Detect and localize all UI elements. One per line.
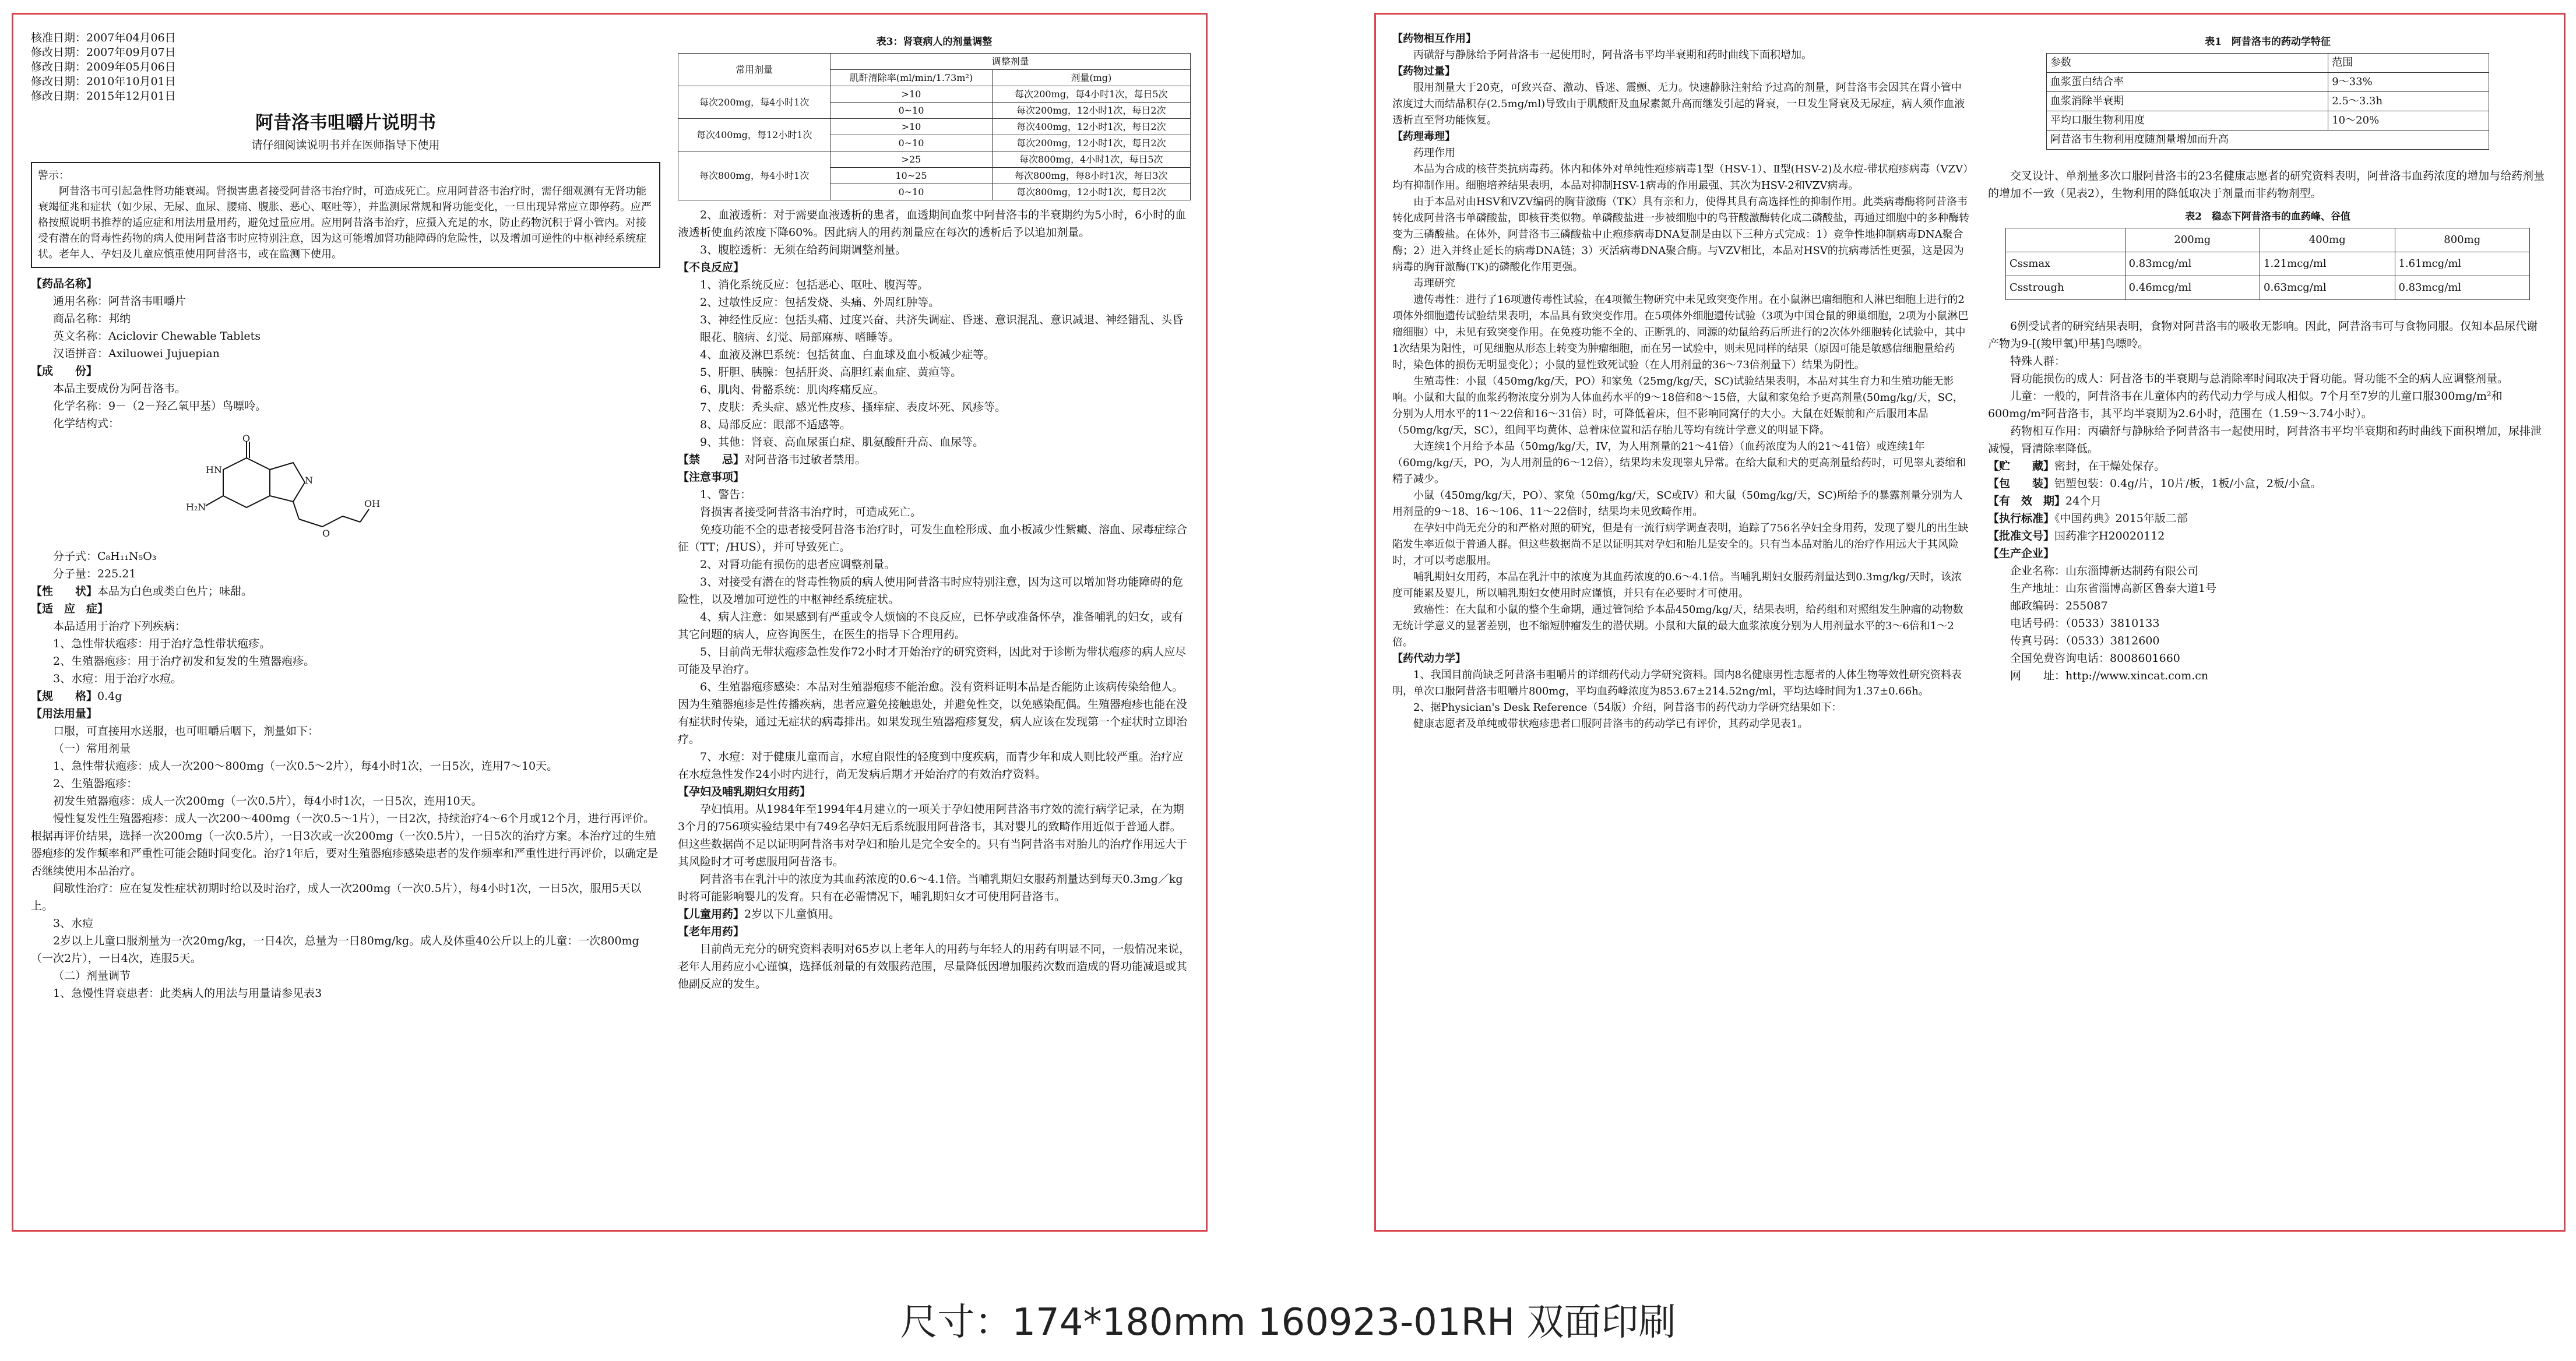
dialysis-para: 3、腹腔透析：无须在给药间期调整剂量。: [700, 244, 907, 256]
front-column-right: [678, 31, 1191, 1221]
table-header: [2006, 228, 2125, 252]
table-cell: 9～33%: [2328, 73, 2489, 92]
drug-name-line: 英文名称：Aciclovir Chewable Tablets: [53, 330, 261, 343]
table-cell: 每次200mg，每4小时1次: [678, 86, 830, 119]
section-dosage: 【用法用量】: [31, 707, 98, 720]
pharmacology-para: 由于本品对由HSV和VZV编码的胸苷激酶（TK）具有亲和力，使得其具有高选择性的抑制作用。此类病毒酶将阿昔洛韦转化成阿昔洛韦单磷酸盐，即核苷类似物。单磷酸盐进一步被细胞中的鸟苷酸激酶转化成二磷酸盐，再通过细胞中的多种酶转变为三磷酸盐。在体外，阿昔洛韦三磷酸盐中止疱疹病毒DNA复制是由以下三种方式完成：1）竞争性地抑制病毒DNA聚合酶；2）进入并终止延长的病毒DNA链；3）灭活病毒DNA聚合酶。与VZV相比，本品对HSV的抗病毒活性更强，这是因为病毒的胸苷激酶(TK)的磷酸化作用更强。: [1392, 196, 1969, 273]
precaution-para: 免疫功能不全的患者接受阿昔洛韦治疗时，可发生血栓形成、血小板减少性紫癜、溶血、尿毒症综合征（TT；/HUS），并可导致死亡。: [678, 523, 1188, 553]
adverse-line: 6、肌肉、骨骼系统：肌肉疼痛反应。: [700, 383, 885, 396]
table-cell: 每次800mg，每8小时1次，每日3次: [992, 168, 1190, 184]
table-cell: 每次800mg，12小时1次，每日2次: [992, 184, 1190, 200]
section-approval: 【批准文号】: [1988, 530, 2055, 542]
children-line: [678, 905, 1191, 923]
pk-para: 健康志愿者及单纯或带状疱疹患者口服阿昔洛韦的药动学已有评价，其药动学见表1。: [1413, 718, 1808, 730]
table-cell: 10~25: [830, 168, 992, 184]
table-cell: 2.5～3.3h: [2328, 92, 2489, 111]
table-row: [2047, 73, 2489, 92]
pharmacology-para: 本品为合成的核苷类抗病毒药。体内和体外对单纯性疱疹病毒1型（HSV-1）、Ⅱ型(HSV-2)及水痘-带状疱疹病毒（VZV）均有抑制作用。细胞培养结果表明，本品对抑制HSV-1病毒的作用最强、其次为HSV-2和VZV病毒。: [1392, 163, 1969, 192]
table2-caption: 表2 稳态下阿昔洛韦的血药峰、谷值: [2185, 211, 2350, 223]
standard-line: [1988, 510, 2547, 527]
table-row: [678, 54, 1191, 70]
date-line: 修改日期：2007年09月07日: [31, 46, 176, 59]
front-panel: [12, 13, 1208, 1232]
validity-text: 24个月: [2065, 495, 2102, 507]
formula-block: [31, 548, 660, 583]
section-spec: 【规 格】: [31, 690, 98, 703]
table-row: [2006, 276, 2530, 300]
pharmacology-para: 药理作用: [1413, 147, 1455, 159]
section-precautions: 【注意事项】: [678, 471, 745, 484]
table-cell: 每次400mg，12小时1次，每日2次: [992, 119, 1190, 135]
molecular-weight: 分子量：225.21: [53, 567, 136, 580]
chemical-structure: [182, 435, 381, 545]
section-adverse: 【不良反应】: [678, 261, 745, 274]
table-cell: 平均口服生物利用度: [2047, 111, 2328, 131]
section-interactions: 【药物相互作用】: [1392, 33, 1476, 45]
table-footer-cell: 阿昔洛韦生物利用度随剂量增加而升高: [2047, 131, 2489, 150]
table-row: [2047, 92, 2489, 111]
indication-line: 本品适用于治疗下列疾病：: [53, 620, 186, 633]
pregnancy-para: 孕妇慎用。从1984年至1994年4月建立的一项关于孕妇使用阿昔洛韦疗效的流行病学记录，在为期3个月的756项实验结果中有749名孕妇无后系统服用阿昔洛韦，其对婴儿的致畸作用近似于普通人群。但这些数据尚不足以证明阿昔洛韦对孕妇和胎儿是完全安全的。只有当阿昔洛韦对胎儿的治疗作用远大于其风险时才可考虑服用阿昔洛韦。: [678, 803, 1188, 868]
approval-line: [1988, 527, 2547, 545]
date-line: 修改日期：2015年12月01日: [31, 90, 176, 103]
pharmacology-para: 小鼠（450mg/kg/天，PO）、家兔（50mg/kg/天，SC或IV）和大鼠（50mg/kg/天，SC)所给予的暴露剂量分别为人用剂量的9～18、16～106、11～22倍时，结果均未见致畸作用。: [1392, 489, 1963, 518]
section-validity: 【有 效 期】: [1988, 495, 2066, 507]
precaution-para: 5、目前尚无带状疱疹急性发作72小时才开始治疗的研究资料，因此对于诊断为带状疱疹的病人应尽可能及早治疗。: [678, 646, 1187, 676]
table-cell: Csstrough: [2006, 276, 2125, 300]
section-ingredients: 【成 份】: [31, 365, 98, 378]
spec-line: [31, 687, 660, 705]
amine-label: H₂N: [186, 502, 206, 513]
table-cell: >25: [830, 151, 992, 168]
table-cell: 10～20%: [2328, 111, 2489, 131]
company-info: [1988, 562, 2547, 685]
pharmacology-para: 毒理研究: [1413, 277, 1455, 290]
table-header: 400mg: [2260, 228, 2395, 252]
section-contraindications: 【禁 忌】: [678, 453, 745, 466]
pharmacology-para: 遗传毒性：进行了16项遗传毒性试验，在4项微生物研究中未见致突变作用。在小鼠淋巴瘤细胞和人淋巴细胞上进行的2项体外细胞遗传试验结果表明，本品具有致突变作用。在5项体外细胞遗传试验（3项为中国仓鼠的卵巢细胞，2项为小鼠淋巴瘤细胞）中，未见有致突变作用。在免疫功能不全的、正断乳的、同源的幼鼠给药后所进行的2次体外细胞转化试验中，其中1次结果为阳性，可见细胞从形态上转变为肿瘤细胞，而在另一试验中，则未见同样的结果（原因可能是敏感信细胞量给药时，染色体的损伤无明显变化）；小鼠的显性致死试验（在人用剂量的36～73倍剂量下）结果为阴性。: [1392, 294, 1969, 371]
dosage-para: 2、生殖器疱疹：: [53, 777, 138, 790]
precaution-para: 3、对接受有潜在的肾毒性物质的病人使用阿昔洛韦时应特别注意，因为这可以增加肾功能障碍的危险性，以及增加可逆性的中枢神经系统症状。: [678, 576, 1184, 606]
package-line: [1988, 475, 2547, 492]
drug-name-line: 通用名称：阿昔洛韦咀嚼片: [53, 295, 186, 308]
table-row: [2006, 252, 2530, 276]
front-column-left: [31, 31, 660, 1221]
precaution-para: 肾损害者接受阿昔洛韦治疗时，可造成死亡。: [700, 506, 922, 519]
adverse-line: 5、肝胆、胰腺：包括肝炎、高胆红素血症、黄疸等。: [700, 366, 962, 379]
adverse-line: 7、皮肤：秃头症、感光性皮疹、搔痒症、表皮坏死、风疹等。: [700, 401, 1007, 414]
table-cell: 每次200mg，12小时1次，每日2次: [992, 135, 1190, 151]
contraindication-text: 对阿昔洛韦过敏者禁用。: [744, 453, 867, 466]
date-line: 修改日期：2010年10月01日: [31, 75, 176, 88]
print-size-note: 尺寸：174*180mm 160923-01RH 双面印刷: [900, 1301, 1676, 1344]
table-cell: 0~10: [830, 135, 992, 151]
dosage-para: 1、急性带状疱疹：成人一次200～800mg（一次0.5～2片），每4小时1次，一日5次，连用7～10天。: [53, 760, 558, 773]
revision-dates: [31, 31, 660, 104]
date-line: 核准日期：2007年04月06日: [31, 31, 176, 44]
table-header: 肌酐清除率(ml/min/1.73m²): [830, 70, 992, 86]
ingredient-line: 化学结构式：: [53, 417, 120, 430]
table-header: 剂量(mg): [992, 70, 1190, 86]
pk-para: 6例受试者的研究结果表明，食物对阿昔洛韦的吸收无影响。因此，阿昔洛韦可与食物同服。仅知本品尿代谢产物为9-[(羧甲氧)甲基]鸟嘌呤。: [1988, 320, 2538, 350]
oxygen-label: O: [242, 435, 251, 444]
section-pregnancy: 【孕妇及哺乳期妇女用药】: [678, 785, 811, 798]
back-column-right: [1988, 31, 2547, 1221]
indication-line: 3、水痘：用于治疗水痘。: [53, 672, 182, 685]
table3-caption: 表3：肾衰病人的剂量调整: [876, 36, 993, 48]
back-column-left: [1392, 31, 1969, 1221]
adverse-list: [678, 276, 1191, 451]
pk-para: 肾功能损伤的成人：阿昔洛韦的半衰期与总消除率时间取决于肾功能。肾功能不全的病人应调整剂量。: [2010, 372, 2509, 385]
pk-para: 特殊人群：: [2010, 355, 2066, 368]
package-text: 铝塑包装：0.4g/片，10片/板，1板/小盒，2板/小盒。: [2054, 477, 2322, 490]
pk-para: 2、据Physician's Desk Reference（54版）介绍，阿昔洛韦的药代动力学研究结果如下：: [1413, 701, 1842, 714]
table-cell: 每次200mg，每4小时1次，每日5次: [992, 86, 1190, 103]
section-overdose: 【药物过量】: [1392, 65, 1455, 77]
n-label: N: [305, 475, 313, 486]
document-subtitle: 请仔细阅读说明书并在医师指导下使用: [251, 139, 440, 151]
pk-para: 儿童：一般的，阿昔洛韦在儿童体内的药代动力学与成人相似。7个月至7岁的儿童口服300mg/m²和600mg/m²阿昔洛韦，其平均半衰期为2.6小时，范围在（1.59～3.74小时）。: [1988, 390, 2503, 420]
table-cell: 每次400mg，每12小时1次: [678, 119, 830, 151]
date-line: 修改日期：2009年05月06日: [31, 61, 176, 73]
section-indications: 【适 应 症】: [31, 602, 109, 615]
indications-list: [31, 618, 660, 687]
pk-crossover-para: 交叉设计、单剂量多次口服阿昔洛韦的23名健康志愿者的研究资料表明，阿昔洛韦血药浓度的增加与给药剂量的增加不一致（见表2），生物利用的降低取决于剂量而非药物剂型。: [1988, 170, 2545, 200]
document-title: 阿昔洛韦咀嚼片说明书: [255, 112, 436, 133]
molecular-formula: 分子式：C₈H₁₁N₅O₃: [53, 550, 157, 563]
precaution-para: 4、病人注意：如果感到有严重或令人烦恼的不良反应，已怀孕或准备怀孕，准备哺乳的妇女，或有其它问题的病人，应咨询医生，在医生的指导下合理用药。: [678, 611, 1184, 641]
storage-text: 密封，在干燥处保存。: [2054, 460, 2166, 473]
drug-name-line: 商品名称：邦纳: [53, 312, 131, 325]
company-line: 电话号码：（0533）3810133: [2010, 617, 2160, 630]
table-cell: 0.83mcg/ml: [2395, 276, 2530, 300]
nh-label: HN: [206, 464, 222, 475]
company-line: 邮政编码：255087: [2010, 600, 2108, 612]
table-cell: >10: [830, 86, 992, 103]
adverse-line: 9、其他：肾衰、高血尿蛋白症、肌氨酸酐升高、血尿等。: [700, 436, 984, 449]
standard-text: 《中国药典》2015年版二部: [2054, 512, 2188, 525]
table-header: 参数: [2047, 54, 2328, 73]
table-cell: 0.46mcg/ml: [2125, 276, 2260, 300]
back-panel: [1374, 13, 2566, 1232]
adverse-line: 3、神经性反应：包括头痛、过度兴奋、共济失调症、昏迷、意识混乱、意识减退、神经错乱、头昏眼花、脑病、幻觉、局部麻痹、嗜睡等。: [700, 313, 1184, 344]
section-pharmacology: 【药理毒理】: [1392, 131, 1455, 143]
approval-text: 国药准字H20020112: [2054, 530, 2165, 542]
pharmacology-para: 哺乳期妇女用药，本品在乳汁中的浓度为其血药浓度的0.6～4.1倍。当哺乳期妇女服药剂量达到0.3mg/kg/天时，该浓度可能累及婴儿，所以哺乳期妇女使用时应谨慎，并只有在必要时才可使用。: [1392, 571, 1962, 600]
precaution-para: 1、警告：: [700, 488, 752, 501]
dosage-para: 口服，可直接用水送服，也可咀嚼后咽下，剂量如下：: [53, 725, 319, 738]
contraindication-line: [678, 451, 1191, 468]
pharmacology-para: 大连续1个月给予本品（50mg/kg/天，IV，为人用剂量的21～41倍）（血药浓度为人的21～41倍）或连续1年（60mg/kg/天，PO，为人用剂量的6～12倍），结果均未发现睾丸异常。在给大鼠和犬的更高剂量给药时，可见睾丸萎缩和精子减少。: [1392, 440, 1966, 485]
elderly-para: 目前尚无充分的研究资料表明对65岁以上老年人的用药与年轻人的用药有明显不同，一般情况来说，老年人用药应小心谨慎，选择低剂量的有效服药范围，尽量降低因增加服药次数而造成的肾功能减退或其他副反应的发生。: [678, 943, 1191, 990]
table1-caption: 表1 阿昔洛韦的药动学特征: [2205, 36, 2331, 48]
children-text: 2岁以下儿童慎用。: [744, 908, 840, 921]
drug-name-line: 汉语拼音：Axiluowei Jujuepian: [53, 347, 220, 360]
table-cell: 每次200mg，12小时1次，每日2次: [992, 103, 1190, 119]
section-storage: 【贮 藏】: [1988, 460, 2055, 473]
dosage-para: 初发生殖器疱疹：成人一次200mg（一次0.5片），每4小时1次，一日5次，连用10天。: [53, 795, 483, 808]
table-cell: 1.21mcg/ml: [2260, 252, 2395, 276]
appearance-text: 本品为白色或类白色片；味甜。: [97, 585, 253, 598]
table-cell: Cssmax: [2006, 252, 2125, 276]
table3-renal-dose: [678, 53, 1191, 200]
table-row: [2047, 54, 2489, 73]
table-row: [678, 151, 1191, 168]
section-package: 【包 装】: [1988, 477, 2055, 490]
ether-o-label: O: [322, 528, 330, 539]
warning-box: [31, 162, 660, 268]
section-elderly: 【老年用药】: [678, 925, 745, 938]
adverse-line: 4、血液及淋巴系统：包括贫血、白血球及血小板减少症等。: [700, 348, 995, 361]
table-row: [678, 119, 1191, 135]
table-header: 800mg: [2395, 228, 2530, 252]
company-line: 传真号码：（0533）3812600: [2010, 634, 2160, 647]
table-cell: 1.61mcg/ml: [2395, 252, 2530, 276]
table-header: 调整剂量: [830, 54, 1191, 70]
table-cell: 0.83mcg/ml: [2125, 252, 2260, 276]
pregnancy-para: 阿昔洛韦在乳汁中的浓度为其血药浓度的0.6～4.1倍。当哺乳期妇女服药剂量达到每天0.3mg／kg时将可能影响婴儿的发育。只有在必需情况下，哺乳期妇女才可使用阿昔洛韦。: [678, 873, 1183, 903]
table-cell: 0.63mcg/ml: [2260, 276, 2395, 300]
hydroxyl-label: OH: [364, 498, 381, 509]
storage-line: [1988, 457, 2547, 475]
section-standard: 【执行标准】: [1988, 512, 2055, 525]
overdose-text: 服用剂量大于20克，可致兴奋、激动、昏迷、震颤、无力。快速静脉注射给予过高的剂量，阿昔洛韦会因其在肾小管中浓度过大而结晶积存(2.5mg/ml)导致由于肌酸酐及血尿素氮升高而继发引起的肾衰，一旦发生肾衰及无尿症，病人须作血液透析直至肾功能恢复。: [1392, 82, 1965, 126]
table-cell: 血浆蛋白结合率: [2047, 73, 2328, 92]
section-pharmacokinetics: 【药代动力学】: [1392, 653, 1466, 665]
company-line: 网 址：http://www.xincat.com.cn: [2010, 669, 2209, 682]
table-cell: 每次800mg，4小时1次，每日5次: [992, 151, 1190, 168]
precaution-para: 6、生殖器疱疹感染：本品对生殖器疱疹不能治愈。没有资料证明本品是否能防止该病传染给他人。因为生殖器疱疹是性传播疾病，患者应避免接触患处，并避免性交，以免感染配偶。生殖器疱疹也能在没有症状时传染，通过无症状的病毒排出。如果发现生殖器疱疹复发，病人应该在发现第一个症状时立即治疗。: [678, 680, 1188, 746]
company-line: 全国免费咨询电话：8008601660: [2010, 652, 2180, 665]
table1-pk-params: [2046, 53, 2489, 150]
table-header: 常用剂量: [678, 54, 830, 86]
dosage-para: 慢性复发性生殖器疱疹：成人一次200～400mg（一次0.5～1片），一日2次，持续治疗4～6个月或12个月，进行再评价。根据再评价结果，选择一次200mg（一次0.5片），一日3次或一次200mg（一次0.5片），一日5次的治疗方案。本治疗过的生殖器疱疹的发作频率和严重性可能会随时间变化。治疗1年后，要对生殖器疱疹感染患者的发作频率和严重性进行再评价，以确定是否继续使用本品治疗。: [31, 812, 659, 877]
table-row: [2047, 131, 2489, 150]
pharmacology-para: 致癌性：在大鼠和小鼠的整个生命期，通过管饲给予本品450mg/kg/天，结果表明，给药组和对照组发生肿瘤的动物数无统计学意义的显著差别，也不缩短肿瘤发生的潜伏期。小鼠和大鼠的最大血浆浓度分别为人用剂量水平的3～6倍和1～2倍。: [1392, 604, 1963, 648]
drug-name-list: [31, 292, 660, 362]
dosage-para: 3、水痘: [53, 917, 94, 930]
table-row: [2047, 111, 2489, 131]
warning-label: 警示：: [38, 170, 69, 182]
validity-line: [1988, 492, 2547, 510]
adverse-line: 8、局部反应：眼部不适感等。: [700, 418, 851, 431]
section-company: 【生产企业】: [1988, 547, 2055, 560]
indication-line: 1、急性带状疱疹：用于治疗急性带状疱疹。: [53, 637, 271, 650]
section-drug-name: 【药品名称】: [31, 277, 98, 290]
section-appearance: 【性 状】: [31, 585, 98, 598]
indication-line: 2、生殖器疱疹：用于治疗初发和复发的生殖器疱疹。: [53, 655, 315, 668]
pharmacology-para: 生殖毒性：小鼠（450mg/kg/天，PO）和家兔（25mg/kg/天，SC)试验结果表明，本品对其生育力和生殖功能无影响。小鼠和大鼠的血浆药物浓度分别为人体血药水平的9～18倍和8～15倍，大鼠和家兔给予更高剂量(50mg/kg/天，SC，分别为人用水平的11～22倍和16～31倍）时，可降低着床，但不影响同窝仔的大小。大鼠在妊娠前和产后服用本品（50mg/kg/天，SC），组间平均黄体、总着床位置和活存胎儿等均有统计学意义的明显下降。: [1392, 375, 1963, 436]
adverse-line: 1、消化系统反应：包括恶心、呕吐、腹泻等。: [700, 278, 929, 291]
interactions-text: 丙磺舒与静脉给予阿昔洛韦一起使用时，阿昔洛韦平均半衰期和药时曲线下面积增加。: [1413, 49, 1812, 61]
section-children: 【儿童用药】: [678, 908, 745, 921]
table-cell: 血浆消除半衰期: [2047, 92, 2328, 111]
pk-para: 药物相互作用：丙磺舒与静脉给予阿昔洛韦一起使用时，阿昔洛韦平均半衰期和药时曲线下面积增加，尿排泄减慢，肾清除率降低。: [1988, 425, 2542, 455]
appearance-line: [31, 583, 660, 600]
table-row: [678, 86, 1191, 103]
table-header: 范围: [2328, 54, 2489, 73]
pk-para: 1、我国目前尚缺乏阿昔洛韦咀嚼片的详细药代动力学研究资料。国内8名健康男性志愿者的人体生物等效性研究资料表明，单次口服阿昔洛韦咀嚼片800mg，平均血药峰浓度为853.67±214.52ng/ml，平均达峰时间为1.37±0.66h。: [1392, 669, 1962, 697]
imidazole-ring: [270, 463, 305, 502]
warning-text: 阿昔洛韦可引起急性肾功能衰竭。肾损害患者接受阿昔洛韦治疗时，可造成死亡。应用阿昔洛韦治疗时，需仔细观测有无肾功能衰竭征兆和症状（如少尿、无尿、血尿、腰痛、腹胀、恶心、呕吐等），并监测尿常规和肾功能变化，一旦出现异常应立即停药。应严格按照说明书推荐的适应症和用法用量用药，避免过量应用。应用阿昔洛韦治疗，应摄入充足的水，防止药物沉积于肾小管内。对接受有潜在的肾毒性药物的病人使用阿昔洛韦时应特别注意，因为这可能增加肾功能障碍的危险性，以及增加可逆性的中枢神经系统症状。老年人、孕妇及儿童应慎重使用阿昔洛韦，或在监测下使用。: [38, 185, 652, 260]
company-line: 生产地址：山东省淄博高新区鲁泰大道1号: [2010, 582, 2217, 595]
company-line: 企业名称：山东淄博新达制药有限公司: [2010, 565, 2199, 577]
dosage-para: （二）剂量调节: [53, 969, 131, 982]
table-cell: >10: [830, 119, 992, 135]
dialysis-para: 2、血液透析：对于需要血液透析的患者，血透期间血浆中阿昔洛韦的半衰期约为5小时，6小时的血液透析使血药浓度下降60%。因此病人的用药剂量应在每次的透析后予以追加剂量。: [678, 209, 1187, 239]
table-row: [2006, 228, 2530, 252]
table-cell: 0~10: [830, 103, 992, 119]
dosage-para: 1、急慢性肾衰患者：此类病人的用法与用量请参见表3: [53, 987, 322, 1000]
dosage-para: （一）常用剂量: [53, 742, 131, 755]
pyrimidine-ring: [223, 458, 270, 507]
dosage-para: 间歇性治疗：应在复发性症状初期时给以及时治疗，成人一次200mg（一次0.5片），每4小时1次，一日5次，服用5天以上。: [31, 882, 642, 912]
ingredient-line: 本品主要成份为阿昔洛韦。: [53, 382, 186, 395]
table-cell: 每次800mg，每4小时1次: [678, 151, 830, 200]
table-cell: 0~10: [830, 184, 992, 200]
pharmacology-para: 在孕妇中尚无充分的和严格对照的研究，但是有一流行病学调查表明，追踪了756名孕妇全身用药，发现了婴儿的出生缺陷发生率近似于普通人群。但这些数据尚不足以证明其对孕妇和胎儿是安全的。只有当本品对胎儿的治疗作用远大于其风险时，才可以考虑服用。: [1392, 522, 1969, 567]
table-header: 200mg: [2125, 228, 2260, 252]
ingredient-line: 化学名称：9－（2－羟乙氧甲基）鸟嘌呤。: [53, 400, 267, 412]
adverse-line: 2、过敏性反应：包括发烧、头痛、外周红肿等。: [700, 296, 940, 309]
spec-text: 0.4g: [97, 690, 122, 703]
ingredients-list: [31, 380, 660, 432]
precaution-para: 7、水痘：对于健康儿童而言，水痘自限性的轻度到中度疾病，而青少年和成人则比较严重。治疗应在水痘急性发作24小时内进行，尚无发病后期才开始治疗的有效治疗资料。: [678, 750, 1184, 781]
precaution-para: 2、对肾功能有损伤的患者应调整剂量。: [700, 558, 896, 571]
dosage-para: 2岁以上儿童口服剂量为一次20mg/kg，一日4次，总量为一日80mg/kg。成人及体重40公斤以上的儿童：一次800mg（一次2片），一日4次，连服5天。: [31, 935, 639, 965]
table2-steady-state: [2005, 228, 2530, 300]
